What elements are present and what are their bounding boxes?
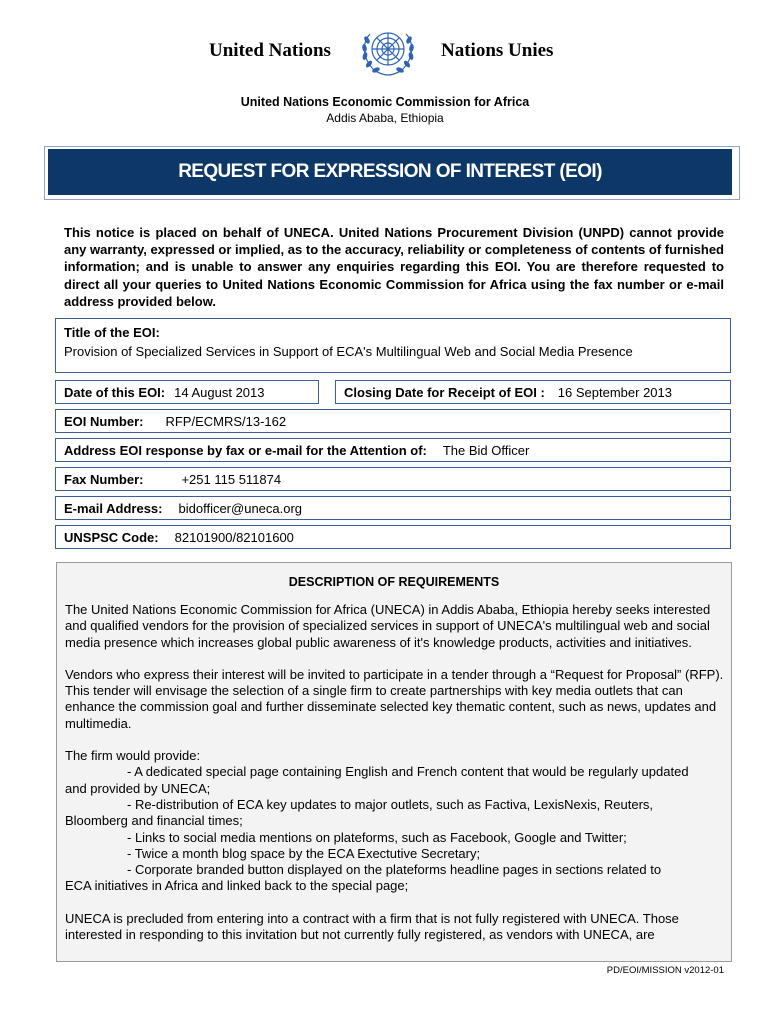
address-box xyxy=(55,438,731,462)
description-section xyxy=(56,562,732,962)
org-name-french: Nations Unies xyxy=(441,40,554,61)
services-list xyxy=(65,748,729,895)
service-item-1-cont: and provided by UNECA; xyxy=(65,780,211,796)
unspsc-value: 82101900/82101600 xyxy=(174,529,294,545)
eoi-title-box xyxy=(55,318,731,373)
closing-date-box xyxy=(335,380,731,404)
disclaimer-part-2: . United Nations Procurement Division (UNPD) cannot provide any warranty, expressed or implied, as to the accuracy, reliability or completeness of contents of furnished information; and is unable to answer any enquiries regarding this EOI. You are therefore requested to direct all your queries to United Nations Economic Commission for Africa using the fax number or e-mail address provided below. xyxy=(64,225,724,309)
description-body xyxy=(65,602,729,943)
fax-box xyxy=(55,467,731,491)
services-intro: The firm would provide: xyxy=(65,748,201,764)
service-item-5: - Corporate branded button displayed on the plateforms headline pages in sections related to xyxy=(127,862,662,878)
commission-city: Addis Ababa, Ethiopia xyxy=(326,111,444,125)
description-heading: DESCRIPTION OF REQUIREMENTS xyxy=(288,575,500,589)
email-label: E-mail Address: xyxy=(64,500,163,516)
unspsc-label: UNSPSC Code: xyxy=(64,529,159,545)
description-paragraph-3-line-2: interested in responding to this invitation but not currently fully registered, as vendors with UNECA, are xyxy=(65,927,655,943)
eoi-number-label: EOI Number: xyxy=(64,413,144,429)
org-name-english: United Nations xyxy=(209,40,331,61)
eoi-banner-title: REQUEST FOR EXPRESSION OF INTEREST (EOI) xyxy=(178,161,602,182)
description-paragraph-3-line-1: UNECA is precluded from entering into a contract with a firm that is not fully registered with UNECA. Those xyxy=(65,910,679,926)
service-item-3: - Links to social media mentions on plateforms, such as Facebook, Google and Twitter; xyxy=(127,829,627,845)
fax-label: Fax Number: xyxy=(64,471,144,487)
address-value: The Bid Officer xyxy=(442,442,530,458)
eoi-title-value: Provision of Specialized Services in Support of ECA's Multilingual Web and Social Media Presence xyxy=(64,344,633,359)
closing-date-value: 16 September 2013 xyxy=(557,384,672,400)
service-item-4: - Twice a month blog space by the ECA Exectutive Secretary; xyxy=(127,845,481,861)
disclaimer-notice xyxy=(64,224,724,310)
eoi-date-label: Date of this EOI: xyxy=(64,384,166,400)
eoi-date-value: 14 August 2013 xyxy=(174,384,265,400)
unspsc-box xyxy=(55,525,731,549)
un-emblem-icon xyxy=(356,24,420,80)
service-item-1: - A dedicated special page containing English and French content that would be regularly updated xyxy=(127,764,689,780)
eoi-number-value: RFP/ECMRS/13-162 xyxy=(165,413,287,429)
eoi-date-box xyxy=(55,380,319,404)
service-item-2-cont: Bloomberg and financial times; xyxy=(65,813,243,829)
document-code: PD/EOI/MISSION v2012-01 xyxy=(606,965,724,976)
disclaimer-part-1: This notice is placed on behalf of UNECA xyxy=(64,225,331,240)
address-label: Address EOI response by fax or e-mail for the Attention of: xyxy=(64,442,427,458)
description-paragraph-2: Vendors who express their interest will be invited to participate in a tender through a “Request for Proposal” (RFP). This tender will envisage the selection of a single firm to create partnerships with key media outlets that can enhance the commission goal and further disseminate selected key thematic content, such as news, updates and multimedia. xyxy=(65,666,724,731)
eoi-number-box xyxy=(55,409,731,433)
closing-date-label: Closing Date for Receipt of EOI : xyxy=(344,384,545,400)
eoi-title-label: Title of the EOI: xyxy=(64,325,160,340)
description-paragraph-3 xyxy=(65,911,729,944)
service-item-2: - Re-distribution of ECA key updates to major outlets, such as Factiva, LexisNexis, Reuters, xyxy=(127,796,654,812)
email-value: bidofficer@uneca.org xyxy=(178,500,303,516)
fax-value: +251 115 511874 xyxy=(181,471,282,487)
eoi-banner xyxy=(48,149,732,195)
description-paragraph-1: The United Nations Economic Commission for Africa (UNECA) in Addis Ababa, Ethiopia hereby seeks interested and qualified vendors for the provision of specialized services in support of UNECA's multilingual web and social media presence which increases global public awareness of it's knowledge products, activities and initiatives. xyxy=(65,602,711,650)
email-box xyxy=(55,496,731,520)
commission-name: United Nations Economic Commission for Africa xyxy=(240,95,530,109)
service-item-5-cont: ECA initiatives in Africa and linked back to the special page; xyxy=(65,878,409,894)
